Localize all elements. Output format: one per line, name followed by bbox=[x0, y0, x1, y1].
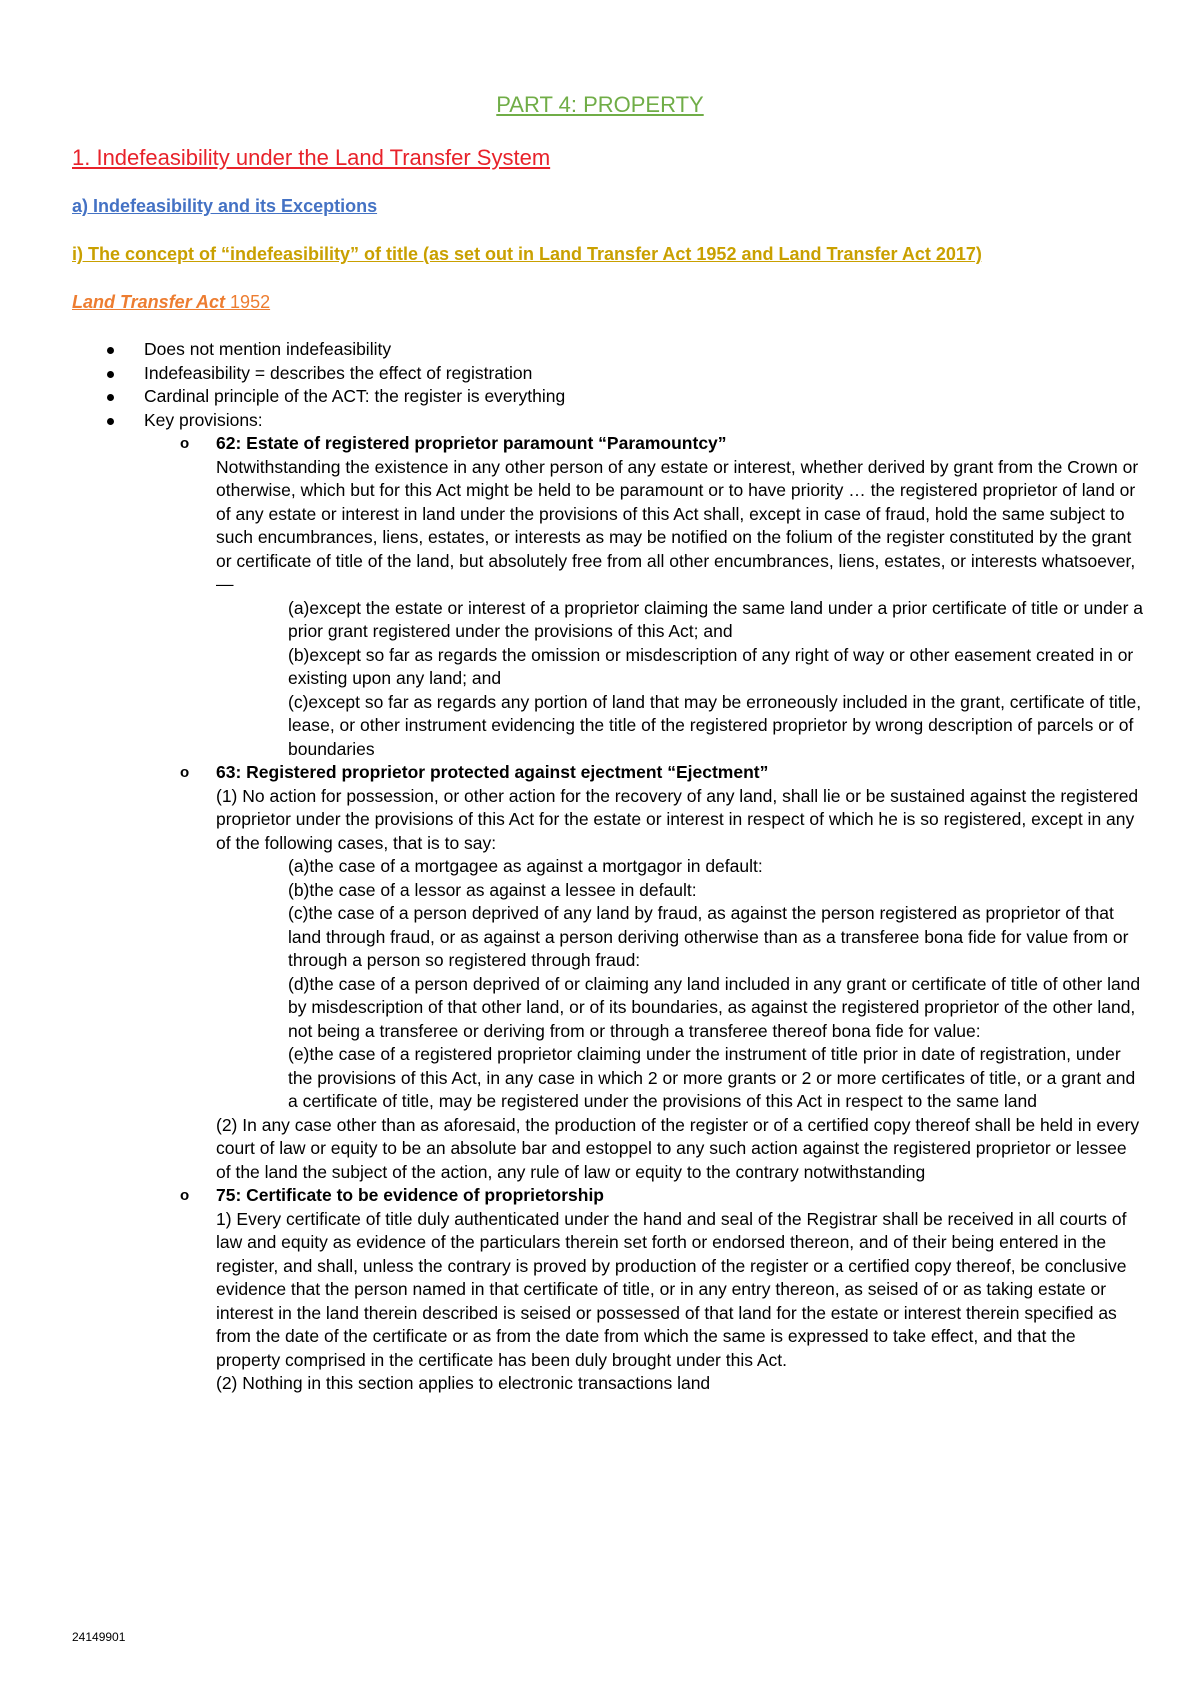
circle-bullet-icon: o bbox=[180, 435, 190, 452]
s63-clause-d: (d)the case of a person deprived of or claiming any land included in any grant or certificate of title of other land by misdescription of that other land, or of its boundaries, as against the registered proprietor of the other land, not being a transferee or deriving from or through a transferee thereof bona fide for value: bbox=[288, 973, 1141, 1041]
list-item-text: Does not mention indefeasibility bbox=[144, 339, 392, 359]
circle-bullet-icon: o bbox=[180, 764, 190, 781]
document-body bbox=[104, 338, 1144, 1396]
bullet-icon bbox=[107, 347, 114, 354]
subsection-heading-a: a) Indefeasibility and its Exceptions bbox=[72, 196, 378, 216]
list-item bbox=[104, 409, 1144, 1396]
provision-s75 bbox=[176, 1184, 1144, 1396]
footer-id: 24149901 bbox=[72, 1630, 126, 1644]
part-title: PART 4: PROPERTY bbox=[496, 92, 704, 117]
list-item bbox=[104, 338, 1144, 362]
act-heading bbox=[72, 292, 270, 313]
list-item-text: Indefeasibility = describes the effect of registration bbox=[144, 362, 533, 383]
s62-clause-a: (a)except the estate or interest of a proprietor claiming the same land under a prior certificate of title or under a prior grant registered under the provisions of this Act; and bbox=[288, 597, 1144, 641]
s75-text-1: 1) Every certificate of title duly authenticated under the hand and seal of the Registrar shall be received in all courts of law and equity as evidence of the particulars therein set forth or endorsed thereon, and of their being entered in the register, and shall, unless the contrary is proved by production of the register or a certified copy thereof, be conclusive evidence that the person named in that certificate of title, or in any entry thereon, as seised of or as taking estate or interest in the land therein described is seised or possessed of that land for the estate or interest therein specified as from the date of the certificate or as from the date from which the same is expressed to take effect, and that the property comprised in the certificate has been duly brought under this Act. bbox=[216, 1208, 1127, 1370]
bullet-icon bbox=[107, 418, 114, 425]
list-item-text: Key provisions: bbox=[144, 409, 263, 430]
key-provisions-list bbox=[176, 432, 1144, 1396]
bullet-icon bbox=[107, 394, 114, 401]
s75-heading: 75: Certificate to be evidence of proprietorship bbox=[216, 1185, 604, 1205]
s63-clause-c: (c)the case of a person deprived of any land by fraud, as against the person registered as proprietor of that land through fraud, or as against a person deriving otherwise than as a transferee bona fide for value from or through a person so registered through fraud: bbox=[288, 903, 1129, 970]
act-heading-year: 1952 bbox=[225, 292, 271, 312]
act-heading-title: Land Transfer Act bbox=[72, 292, 226, 312]
s63-heading: 63: Registered proprietor protected against ejectment “Ejectment” bbox=[216, 762, 769, 782]
section-heading-1: 1. Indefeasibility under the Land Transfer System bbox=[72, 145, 551, 170]
s63-clause-b: (b)the case of a lessor as against a lessee in default: bbox=[288, 879, 697, 900]
list-item bbox=[104, 385, 1144, 409]
s62-text: Notwithstanding the existence in any other person of any estate or interest, whether derived by grant from the Crown or otherwise, which but for this Act might be held to be paramount or to have priority … the registered proprietor of land or of any estate or interest in land under the provisions of this Act shall, except in case of fraud, hold the same subject to such encumbrances, liens, estates, or interests as may be notified on the folium of the register constituted by the grant or certificate of title of the land, but absolutely free from all other encumbrances, liens, estates, or interests whatsoever,— bbox=[216, 456, 1139, 594]
list-item-text: Cardinal principle of the ACT: the register is everything bbox=[144, 386, 566, 406]
s63-text-1: (1) No action for possession, or other action for the recovery of any land, shall lie or be sustained against the registered proprietor under the provisions of this Act for the estate or interest in respect of which he is so registered, except in any of the following cases, that is to say: bbox=[216, 785, 1139, 853]
bullet-icon bbox=[107, 371, 114, 378]
provision-s63 bbox=[176, 761, 1144, 1184]
s62-clause-c: (c)except so far as regards any portion of land that may be erroneously included in the grant, certificate of title, lease, or other instrument evidencing the title of the registered proprietor by wrong description of parcels or of boundaries bbox=[288, 691, 1142, 759]
subsubsection-heading-i: i) The concept of “indefeasibility” of title (as set out in Land Transfer Act 1952 and Land Transfer Act 2017) bbox=[72, 244, 982, 264]
circle-bullet-icon: o bbox=[180, 1187, 190, 1204]
provision-s62 bbox=[176, 432, 1144, 761]
s62-clause-b: (b)except so far as regards the omission or misdescription of any right of way or other easement created in or existing upon any land; and bbox=[288, 644, 1134, 688]
s62-heading: 62: Estate of registered proprietor paramount “Paramountcy” bbox=[216, 433, 727, 453]
bullet-list bbox=[104, 338, 1144, 1396]
s63-clause-a: (a)the case of a mortgagee as against a mortgagor in default: bbox=[288, 856, 763, 876]
s63-text-2: (2) In any case other than as aforesaid, the production of the register or of a certified copy thereof shall be held in every court of law or equity to be an absolute bar and estoppel to any such action against the registered proprietor or lessee of the land the subject of the action, any rule of law or equity to the contrary notwithstanding bbox=[216, 1114, 1140, 1182]
s63-clause-e: (e)the case of a registered proprietor claiming under the instrument of title prior in date of registration, under the provisions of this Act, in any case in which 2 or more grants or 2 or more certificates of title, or a grant and a certificate of title, may be registered under the provisions of this Act in respect to the same land bbox=[288, 1044, 1136, 1111]
list-item bbox=[104, 362, 1144, 386]
s75-text-2: (2) Nothing in this section applies to electronic transactions land bbox=[216, 1373, 711, 1393]
